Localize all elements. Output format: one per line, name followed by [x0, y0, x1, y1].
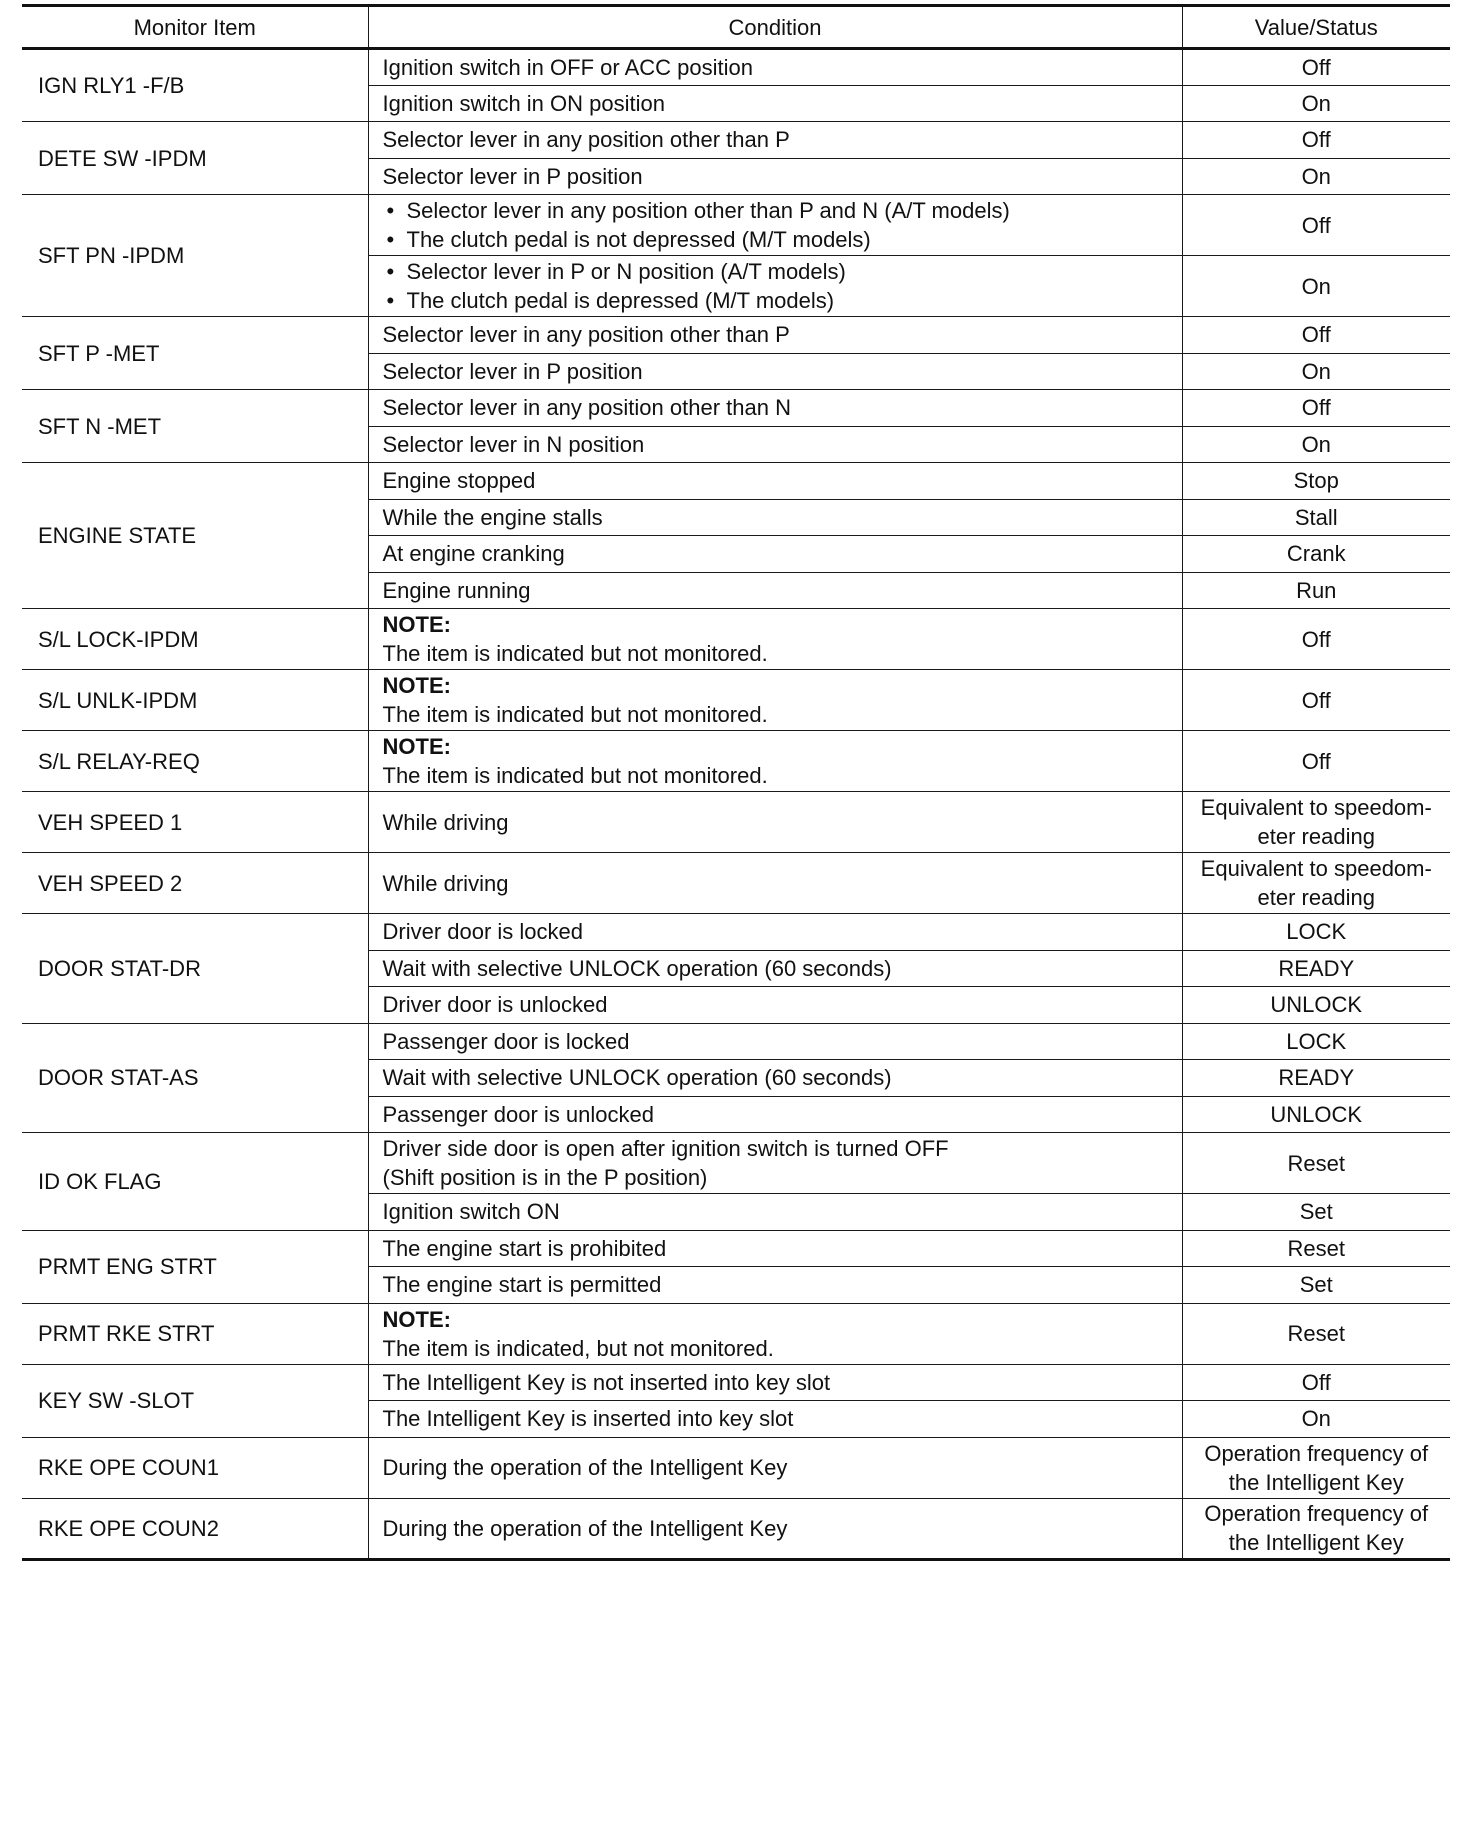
- value-text: READY: [1278, 1065, 1355, 1091]
- value-text: On: [1301, 1406, 1331, 1432]
- value-status-cell: [1182, 85, 1450, 122]
- value-status-cell: [1182, 426, 1450, 463]
- value-text: Off: [1301, 748, 1331, 774]
- condition-text: Driver side door is open after ignition switch is turned OFF: [382, 1136, 949, 1161]
- value-text: Off: [1301, 687, 1331, 713]
- table-row: [22, 1364, 1450, 1401]
- value-text: Off: [1301, 1369, 1331, 1395]
- condition-text: Selector lever in any position other than P: [382, 322, 790, 348]
- monitor-item-cell: PRMT ENG STRT: [22, 1230, 368, 1303]
- condition-text: During the operation of the Intelligent Key: [382, 1455, 788, 1480]
- condition-text: Ignition switch ON: [382, 1199, 560, 1225]
- table-row: [22, 195, 1450, 256]
- monitor-item-cell: RKE OPE COUN2: [22, 1498, 368, 1559]
- bullet-item: • The clutch pedal is depressed (M/T models): [383, 286, 1174, 315]
- value-text: Set: [1299, 1199, 1333, 1225]
- value-text: Equivalent to speedom-: [1200, 856, 1432, 881]
- value-text: eter reading: [1257, 824, 1375, 849]
- table-row: [22, 914, 1450, 951]
- value-status-cell: [1182, 1267, 1450, 1304]
- value-text: Off: [1301, 54, 1331, 80]
- condition-text: Selector lever in P position: [382, 358, 643, 384]
- value-text: Crank: [1286, 541, 1346, 567]
- value-text: Operation frequency of: [1204, 1440, 1429, 1466]
- condition-cell: [368, 1096, 1182, 1133]
- condition-cell: [368, 353, 1182, 390]
- value-status-cell: [1182, 609, 1450, 670]
- monitor-item-cell: S/L RELAY-REQ: [22, 731, 368, 792]
- condition-text: Selector lever in N position: [382, 431, 645, 457]
- condition-text: Ignition switch in ON position: [382, 90, 665, 116]
- table-row: [22, 1230, 1450, 1267]
- value-status-cell: [1182, 1303, 1450, 1364]
- value-status-cell: [1182, 1060, 1450, 1097]
- value-status-cell: [1182, 536, 1450, 573]
- monitor-item-table: [22, 4, 1450, 1561]
- condition-cell: [368, 853, 1182, 914]
- table-body: [22, 49, 1450, 1560]
- monitor-item-cell: ID OK FLAG: [22, 1133, 368, 1231]
- header-condition: Condition: [368, 6, 1182, 49]
- value-text: Reset: [1287, 1321, 1345, 1346]
- value-text: Reset: [1287, 1150, 1345, 1176]
- table-row: [22, 1437, 1450, 1498]
- condition-cell: [368, 1023, 1182, 1060]
- monitor-item-cell: IGN RLY1 -F/B: [22, 49, 368, 122]
- condition-cell: [368, 1267, 1182, 1304]
- condition-cell: [368, 950, 1182, 987]
- condition-cell: [368, 195, 1182, 256]
- table-header-row: [22, 6, 1450, 49]
- monitor-item-cell: SFT N -MET: [22, 390, 368, 463]
- value-status-cell: [1182, 195, 1450, 256]
- table-row: [22, 317, 1450, 354]
- value-status-cell: [1182, 122, 1450, 159]
- condition-cell: [368, 122, 1182, 159]
- monitor-item-cell: SFT PN -IPDM: [22, 195, 368, 317]
- monitor-item-cell: VEH SPEED 1: [22, 792, 368, 853]
- value-text: Off: [1301, 127, 1331, 153]
- note-label: NOTE:: [382, 673, 451, 698]
- value-status-cell: [1182, 1096, 1450, 1133]
- condition-text: During the operation of the Intelligent Key: [382, 1515, 788, 1541]
- condition-cell: [368, 85, 1182, 122]
- value-status-cell: [1182, 987, 1450, 1024]
- monitor-item-cell: S/L LOCK-IPDM: [22, 609, 368, 670]
- condition-text: The Intelligent Key is inserted into key slot: [382, 1406, 794, 1432]
- bullet-item: • Selector lever in any position other than P and N (A/T models): [383, 196, 1174, 225]
- condition-cell: [368, 792, 1182, 853]
- value-text: Off: [1301, 212, 1331, 238]
- value-text: Off: [1301, 322, 1331, 348]
- condition-cell: [368, 609, 1182, 670]
- value-text: LOCK: [1286, 919, 1347, 945]
- value-text: UNLOCK: [1270, 1101, 1363, 1127]
- table-row: [22, 853, 1450, 914]
- condition-text: Selector lever in any position other than P: [382, 127, 790, 153]
- condition-cell: [368, 536, 1182, 573]
- value-status-cell: [1182, 390, 1450, 427]
- condition-text: The item is indicated, but not monitored.: [382, 1335, 774, 1361]
- condition-text: The engine start is prohibited: [382, 1235, 667, 1261]
- condition-cell: [368, 463, 1182, 500]
- bullet-item: • Selector lever in P or N position (A/T models): [383, 257, 1174, 286]
- value-text: On: [1301, 358, 1331, 384]
- condition-cell: [368, 914, 1182, 951]
- condition-text: Selector lever in P position: [382, 163, 643, 189]
- value-status-cell: [1182, 853, 1450, 914]
- condition-cell: [368, 1498, 1182, 1559]
- value-status-cell: [1182, 950, 1450, 987]
- value-status-cell: [1182, 572, 1450, 609]
- value-text: Set: [1299, 1272, 1333, 1298]
- value-text: the Intelligent Key: [1228, 1469, 1404, 1495]
- condition-cell: [368, 1401, 1182, 1438]
- value-text: Stall: [1294, 504, 1338, 530]
- condition-cell: [368, 1364, 1182, 1401]
- table-row: [22, 670, 1450, 731]
- condition-cell: [368, 670, 1182, 731]
- table-row: [22, 1023, 1450, 1060]
- value-status-cell: [1182, 499, 1450, 536]
- value-text: Operation frequency of: [1204, 1501, 1429, 1526]
- condition-cell: [368, 731, 1182, 792]
- value-text: UNLOCK: [1270, 992, 1363, 1018]
- table-row: [22, 49, 1450, 86]
- value-status-cell: [1182, 1437, 1450, 1498]
- monitor-item-cell: DOOR STAT-DR: [22, 914, 368, 1024]
- value-status-cell: [1182, 792, 1450, 853]
- condition-cell: [368, 426, 1182, 463]
- table-row: [22, 609, 1450, 670]
- value-text: the Intelligent Key: [1228, 1530, 1404, 1555]
- monitor-item-cell: SFT P -MET: [22, 317, 368, 390]
- condition-text: Ignition switch in OFF or ACC position: [382, 54, 753, 80]
- value-text: READY: [1278, 955, 1355, 981]
- condition-text: While the engine stalls: [382, 504, 603, 530]
- value-status-cell: [1182, 353, 1450, 390]
- value-status-cell: [1182, 1194, 1450, 1231]
- value-status-cell: [1182, 158, 1450, 195]
- condition-cell: [368, 987, 1182, 1024]
- table-row: [22, 1133, 1450, 1194]
- value-text: eter reading: [1257, 885, 1375, 910]
- table-row: [22, 731, 1450, 792]
- condition-text: Engine running: [382, 577, 531, 603]
- header-value-status: Value/Status: [1182, 6, 1450, 49]
- condition-cell: [368, 572, 1182, 609]
- condition-cell: [368, 1230, 1182, 1267]
- value-status-cell: [1182, 1498, 1450, 1559]
- table-row: [22, 1303, 1450, 1364]
- monitor-item-cell: PRMT RKE STRT: [22, 1303, 368, 1364]
- condition-text: The Intelligent Key is not inserted into key slot: [382, 1369, 831, 1395]
- monitor-item-cell: S/L UNLK-IPDM: [22, 670, 368, 731]
- condition-text: The item is indicated but not monitored.: [382, 763, 768, 788]
- value-status-cell: [1182, 670, 1450, 731]
- table-row: [22, 1498, 1450, 1559]
- condition-cell: [368, 499, 1182, 536]
- condition-text: (Shift position is in the P position): [382, 1165, 708, 1190]
- monitor-item-cell: DETE SW -IPDM: [22, 122, 368, 195]
- condition-text: Selector lever in any position other than N: [382, 395, 791, 421]
- value-status-cell: [1182, 256, 1450, 317]
- condition-text: The item is indicated but not monitored.: [382, 702, 768, 727]
- value-text: Reset: [1287, 1235, 1345, 1261]
- condition-cell: [368, 158, 1182, 195]
- condition-text: The item is indicated but not monitored.: [382, 641, 768, 666]
- bullet-item: • The clutch pedal is not depressed (M/T models): [383, 225, 1174, 254]
- condition-cell: [368, 390, 1182, 427]
- note-label: NOTE:: [382, 734, 451, 759]
- condition-text: Driver door is locked: [382, 919, 584, 945]
- condition-text: While driving: [382, 809, 509, 835]
- value-text: Equivalent to speedom-: [1200, 795, 1432, 820]
- note-label: NOTE:: [382, 1306, 451, 1332]
- table-row: [22, 122, 1450, 159]
- value-status-cell: [1182, 731, 1450, 792]
- note-label: NOTE:: [382, 612, 451, 637]
- condition-cell: [368, 317, 1182, 354]
- condition-cell: [368, 1303, 1182, 1364]
- value-status-cell: [1182, 1401, 1450, 1438]
- value-status-cell: [1182, 1230, 1450, 1267]
- monitor-item-cell: VEH SPEED 2: [22, 853, 368, 914]
- value-text: Run: [1296, 577, 1337, 603]
- value-status-cell: [1182, 317, 1450, 354]
- value-text: On: [1301, 90, 1331, 116]
- condition-text: Driver door is unlocked: [382, 992, 608, 1018]
- condition-text: While driving: [382, 870, 509, 896]
- condition-cell: [368, 1437, 1182, 1498]
- condition-text: Wait with selective UNLOCK operation (60 seconds): [382, 955, 892, 981]
- value-status-cell: [1182, 49, 1450, 86]
- value-text: LOCK: [1286, 1028, 1347, 1054]
- value-text: Stop: [1293, 468, 1339, 494]
- condition-text: The engine start is permitted: [382, 1272, 662, 1298]
- condition-text: Wait with selective UNLOCK operation (60 seconds): [382, 1065, 892, 1091]
- condition-cell: [368, 1133, 1182, 1194]
- table-row: [22, 390, 1450, 427]
- condition-text: At engine cranking: [382, 541, 565, 567]
- condition-text: Passenger door is unlocked: [382, 1101, 654, 1127]
- condition-text: Passenger door is locked: [382, 1028, 630, 1054]
- condition-cell: [368, 256, 1182, 317]
- value-status-cell: [1182, 914, 1450, 951]
- value-text: On: [1301, 273, 1331, 299]
- monitor-item-cell: DOOR STAT-AS: [22, 1023, 368, 1133]
- value-text: Off: [1301, 395, 1331, 421]
- value-status-cell: [1182, 1023, 1450, 1060]
- condition-cell: [368, 49, 1182, 86]
- monitor-item-cell: RKE OPE COUN1: [22, 1437, 368, 1498]
- header-monitor-item: Monitor Item: [22, 6, 368, 49]
- value-status-cell: [1182, 1364, 1450, 1401]
- condition-cell: [368, 1060, 1182, 1097]
- table-row: [22, 463, 1450, 500]
- value-status-cell: [1182, 463, 1450, 500]
- monitor-item-cell: ENGINE STATE: [22, 463, 368, 609]
- value-text: On: [1301, 163, 1331, 189]
- value-text: Off: [1301, 626, 1331, 652]
- table-row: [22, 792, 1450, 853]
- value-text: On: [1301, 431, 1331, 457]
- value-status-cell: [1182, 1133, 1450, 1194]
- condition-cell: [368, 1194, 1182, 1231]
- monitor-item-cell: KEY SW -SLOT: [22, 1364, 368, 1437]
- condition-text: Engine stopped: [382, 468, 536, 494]
